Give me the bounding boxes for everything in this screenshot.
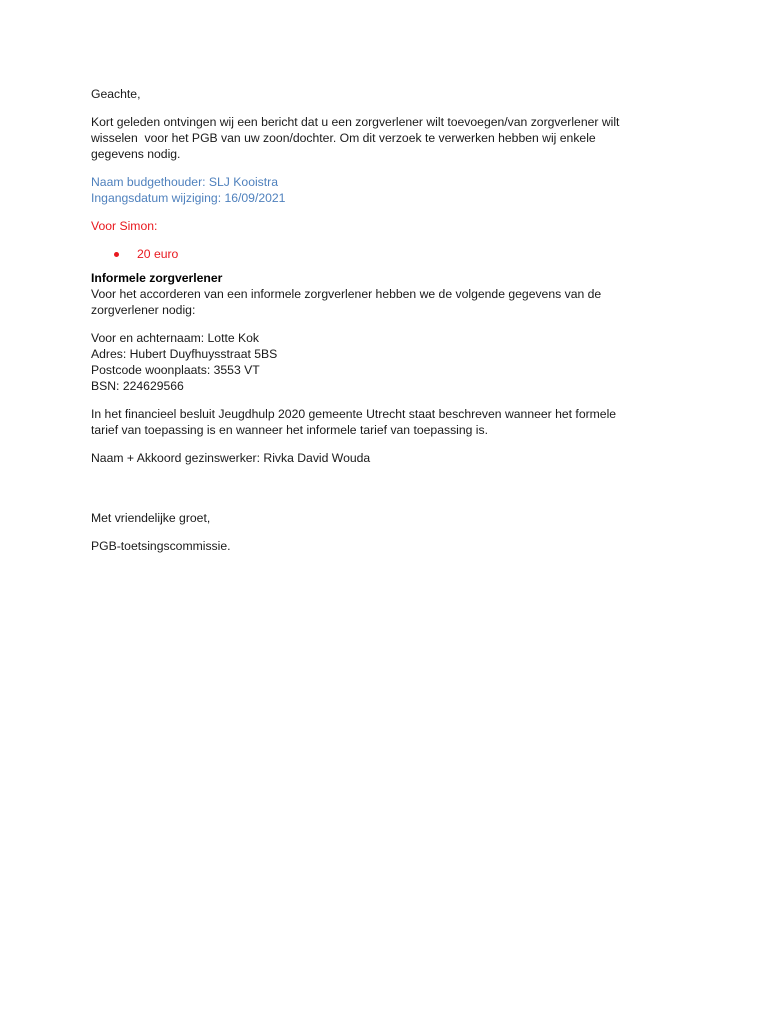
- change-date: Ingangsdatum wijziging: 16/09/2021: [91, 191, 286, 205]
- spacer: [91, 478, 671, 510]
- intro-line: Kort geleden ontvingen wij een bericht dat u een zorgverlener wilt toevoegen/van zorgverlener wilt: [91, 115, 620, 129]
- bullet-text: 20 euro: [137, 247, 179, 261]
- caregiver-details: [91, 330, 671, 394]
- intro-paragraph: [91, 114, 671, 162]
- section-informal-caregiver: [91, 270, 671, 318]
- signature: PGB-toetsingscommissie.: [91, 539, 231, 553]
- bullet-list: [91, 246, 671, 262]
- policy-line: In het financieel besluit Jeugdhulp 2020 gemeente Utrecht staat beschreven wanneer het formele: [91, 407, 617, 421]
- caregiver-name: Voor en achternaam: Lotte Kok: [91, 331, 260, 345]
- policy-line: tarief van toepassing is en wanneer het informele tarief van toepassing is.: [91, 423, 488, 437]
- letter-page: [91, 86, 671, 554]
- approval-line: Naam + Akkoord gezinswerker: Rivka David Wouda: [91, 451, 371, 465]
- for-label: Voor Simon:: [91, 219, 158, 233]
- intro-line: gegevens nodig.: [91, 147, 181, 161]
- budget-holder: Naam budgethouder: SLJ Kooistra: [91, 175, 278, 189]
- section-heading: Informele zorgverlener: [91, 271, 223, 285]
- section-line: Voor het accorderen van een informele zorgverlener hebben we de volgende gegevens van de: [91, 287, 602, 301]
- list-item: [91, 246, 671, 262]
- budget-info: [91, 174, 671, 206]
- intro-line: wisselen voor het PGB van uw zoon/dochter. Om dit verzoek te verwerken hebben wij enkele: [91, 131, 596, 145]
- closing: Met vriendelijke groet,: [91, 511, 211, 525]
- caregiver-address: Adres: Hubert Duyfhuysstraat 5BS: [91, 347, 278, 361]
- caregiver-bsn: BSN: 224629566: [91, 379, 184, 393]
- bullet-icon: [114, 252, 119, 257]
- policy-paragraph: [91, 406, 671, 438]
- salutation: Geachte,: [91, 87, 141, 101]
- section-line: zorgverlener nodig:: [91, 303, 196, 317]
- caregiver-postcode: Postcode woonplaats: 3553 VT: [91, 363, 260, 377]
